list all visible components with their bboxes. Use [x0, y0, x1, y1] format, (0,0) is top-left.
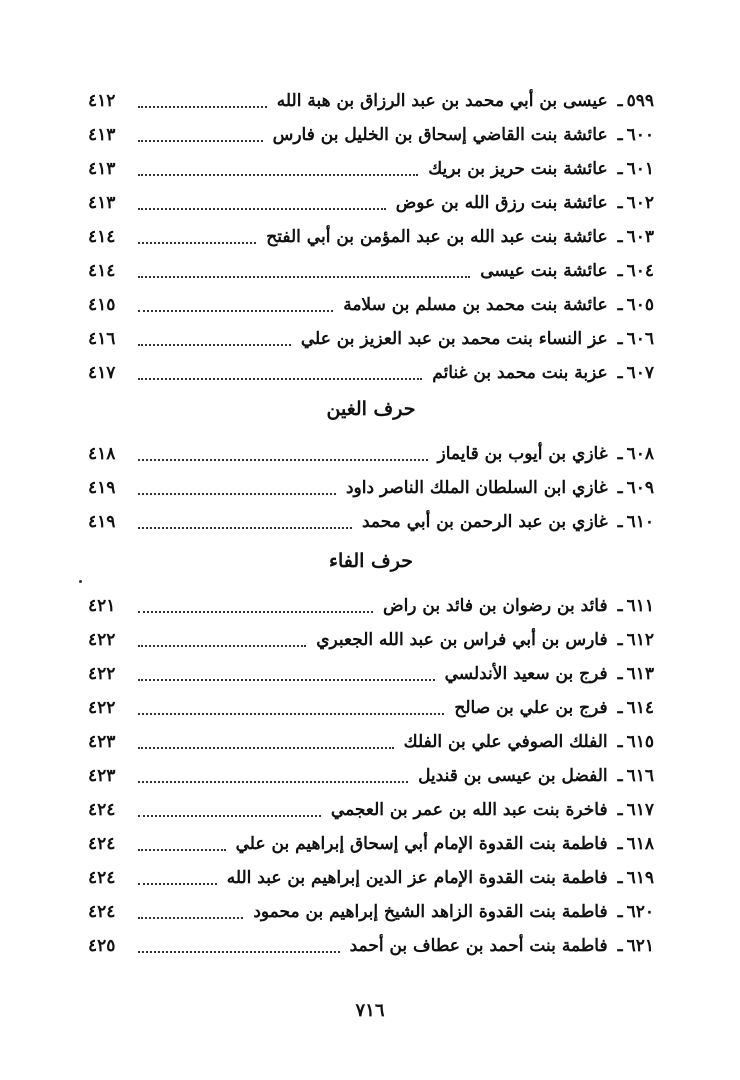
entry-page: ٤٢٢ — [88, 698, 116, 718]
dot-leader — [138, 240, 256, 244]
entry-title: غازي ابن السلطان الملك الناصر داود — [345, 478, 608, 498]
page-number: ٧١٦ — [355, 1000, 385, 1021]
entry-dash: ـ — [617, 125, 623, 145]
entry-title: فاطمة بنت القدوة الزاهد الشيخ إبراهيم بن محمود — [253, 902, 608, 922]
toc-entry — [88, 254, 654, 288]
entry-page: ٤٢٤ — [88, 868, 116, 888]
dot-leader — [138, 491, 336, 495]
entry-title: عائشة بنت عيسى — [480, 261, 608, 281]
entry-dash: ـ — [617, 261, 623, 281]
entry-dash: ـ — [617, 295, 623, 315]
entry-title: عائشة بنت محمد بن مسلم بن سلامة — [343, 295, 608, 315]
dot-leader — [138, 915, 243, 919]
toc-entry — [88, 220, 654, 254]
entry-title: فاخرة بنت عبد الله بن عمر بن العجمي — [330, 800, 608, 820]
entry-title: الفلك الصوفي علي بن الفلك — [403, 732, 608, 752]
entry-number: ٦٢١ — [626, 936, 654, 956]
dot-leader — [138, 847, 226, 851]
dot-leader — [138, 342, 291, 346]
entry-number: ٥٩٩ — [626, 91, 654, 111]
toc-entry — [88, 691, 654, 725]
entry-dash: ـ — [617, 800, 623, 820]
entry-page: ٤٢٢ — [88, 664, 116, 684]
entry-dash: ـ — [617, 329, 623, 349]
entry-title: غازي بن أيوب بن قايماز — [437, 444, 608, 464]
toc-entry — [88, 793, 654, 827]
entry-title: غازي بن عبد الرحمن بن أبي محمد — [361, 512, 608, 532]
entry-number: ٦٠١ — [626, 159, 654, 179]
entry-number: ٦١٣ — [626, 664, 654, 684]
entry-title: فرج بن سعيد الأندلسي — [444, 664, 608, 684]
toc-entry — [88, 657, 654, 691]
toc-entry — [88, 827, 654, 861]
entry-page: ٤١٤ — [88, 227, 116, 247]
entry-number: ٦٠٣ — [626, 227, 654, 247]
entry-page: ٤٢٤ — [88, 800, 116, 820]
toc-entry — [88, 437, 654, 471]
dot-leader — [138, 813, 321, 817]
toc-entry — [88, 725, 654, 759]
entry-number: ٦٠٢ — [626, 193, 654, 213]
entry-title: عائشة بنت القاضي إسحاق بن الخليل بن فارس — [272, 125, 608, 145]
dot-leader — [138, 609, 373, 613]
entry-dash: ـ — [617, 512, 623, 532]
dot-leader — [138, 206, 386, 210]
entry-number: ٦١٦ — [626, 766, 654, 786]
dot-leader — [138, 457, 428, 461]
entry-number: ٦١٢ — [626, 630, 654, 650]
toc-entry — [88, 589, 654, 623]
dot-leader — [138, 711, 444, 715]
entry-page: ٤٢٤ — [88, 902, 116, 922]
entry-dash: ـ — [617, 363, 623, 383]
dot-leader — [138, 104, 267, 108]
entry-page: ٤٢٥ — [88, 936, 116, 956]
toc-entry — [88, 759, 654, 793]
entry-number: ٦٠٦ — [626, 329, 654, 349]
entry-number: ٦٠٨ — [626, 444, 654, 464]
entry-title: فرج بن علي بن صالح — [454, 698, 608, 718]
dot-leader — [138, 525, 352, 529]
entry-title: عائشة بنت عبد الله بن عبد المؤمن بن أبي الفتح — [266, 227, 608, 247]
entry-dash: ـ — [617, 868, 623, 888]
entry-page: ٤٢٣ — [88, 732, 116, 752]
toc-entry — [88, 929, 654, 963]
dot-leader — [138, 881, 217, 885]
entry-dash: ـ — [617, 159, 623, 179]
entry-title: فاطمة بنت القدوة الإمام أبي إسحاق إبراهيم بن علي — [235, 834, 608, 854]
entry-title: عيسى بن أبي محمد بن عبد الرزاق بن هبة الله — [276, 91, 608, 111]
dot-leader — [138, 138, 263, 142]
entry-number: ٦١٨ — [626, 834, 654, 854]
entry-number: ٦٠٠ — [626, 125, 654, 145]
entry-page: ٤٢٢ — [88, 630, 116, 650]
toc-entry — [88, 895, 654, 929]
entry-dash: ـ — [617, 766, 623, 786]
dot-leader — [138, 779, 408, 783]
entry-page: ٤١٨ — [88, 444, 116, 464]
entry-number: ٦٠٤ — [626, 261, 654, 281]
entry-number: ٦١٧ — [626, 800, 654, 820]
entry-page: ٤١٢ — [88, 91, 116, 111]
dot-leader — [138, 308, 333, 312]
dot-leader — [138, 677, 435, 681]
entry-page: ٤٢٤ — [88, 834, 116, 854]
dot-leader — [138, 172, 418, 176]
dot-leader — [138, 949, 340, 953]
entry-dash: ـ — [617, 936, 623, 956]
entry-title: فاطمة بنت القدوة الإمام عز الدين إبراهيم بن عبد الله — [226, 868, 608, 888]
entry-number: ٦٠٧ — [626, 363, 654, 383]
dot-leader — [138, 643, 306, 647]
entry-number: ٦١٠ — [626, 512, 654, 532]
toc-entry — [88, 118, 654, 152]
entry-dash: ـ — [617, 193, 623, 213]
entry-title: عز النساء بنت محمد بن عبد العزيز بن علي — [300, 329, 608, 349]
section-heading-ghain: حرف الغين — [326, 398, 416, 420]
scan-speck — [79, 580, 82, 583]
entry-dash: ـ — [617, 596, 623, 616]
entry-page: ٤١٣ — [88, 159, 116, 179]
entry-dash: ـ — [617, 902, 623, 922]
entry-page: ٤١٣ — [88, 193, 116, 213]
entry-dash: ـ — [617, 444, 623, 464]
entry-dash: ـ — [617, 630, 623, 650]
entries-top — [88, 84, 654, 390]
toc-entry — [88, 186, 654, 220]
entry-page: ٤١٣ — [88, 125, 116, 145]
entry-page: ٤١٩ — [88, 478, 116, 498]
entry-title: عزبة بنت محمد بن غنائم — [432, 363, 608, 383]
entry-number: ٦٠٥ — [626, 295, 654, 315]
entry-title: عائشة بنت رزق الله بن عوض — [395, 193, 608, 213]
toc-entry — [88, 356, 654, 390]
entry-page: ٤٢١ — [88, 596, 116, 616]
entry-page: ٤٢٣ — [88, 766, 116, 786]
entry-dash: ـ — [617, 834, 623, 854]
entry-dash: ـ — [617, 227, 623, 247]
toc-entry — [88, 623, 654, 657]
toc-entry — [88, 471, 654, 505]
entry-number: ٦٠٩ — [626, 478, 654, 498]
toc-entry — [88, 288, 654, 322]
entry-dash: ـ — [617, 664, 623, 684]
toc-entry — [88, 505, 654, 539]
entry-title: فارس بن أبي فراس بن عبد الله الجعبري — [316, 630, 608, 650]
entry-number: ٦١١ — [626, 596, 654, 616]
entry-number: ٦١٤ — [626, 698, 654, 718]
entry-title: فائد بن رضوان بن فائد بن راض — [383, 596, 608, 616]
entry-dash: ـ — [617, 91, 623, 111]
section-heading-fa: حرف الفاء — [329, 550, 413, 572]
entry-page: ٤١٥ — [88, 295, 116, 315]
entry-title: فاطمة بنت أحمد بن عطاف بن أحمد — [349, 936, 608, 956]
entries-fa — [88, 589, 654, 963]
entry-dash: ـ — [617, 698, 623, 718]
entry-dash: ـ — [617, 732, 623, 752]
entry-page: ٤١٦ — [88, 329, 116, 349]
toc-entry — [88, 322, 654, 356]
entry-title: الفضل بن عيسى بن قنديل — [418, 766, 608, 786]
entry-page: ٤١٧ — [88, 363, 116, 383]
entry-number: ٦١٥ — [626, 732, 654, 752]
entry-number: ٦٢٠ — [626, 902, 654, 922]
dot-leader — [138, 274, 470, 278]
toc-entry — [88, 84, 654, 118]
entry-title: عائشة بنت حريز بن بريك — [428, 159, 608, 179]
dot-leader — [138, 376, 422, 380]
toc-entry — [88, 152, 654, 186]
dot-leader — [138, 745, 394, 749]
toc-entry — [88, 861, 654, 895]
entry-page: ٤١٩ — [88, 512, 116, 532]
entry-number: ٦١٩ — [626, 868, 654, 888]
entry-dash: ـ — [617, 478, 623, 498]
entry-page: ٤١٤ — [88, 261, 116, 281]
entries-ghain — [88, 437, 654, 539]
